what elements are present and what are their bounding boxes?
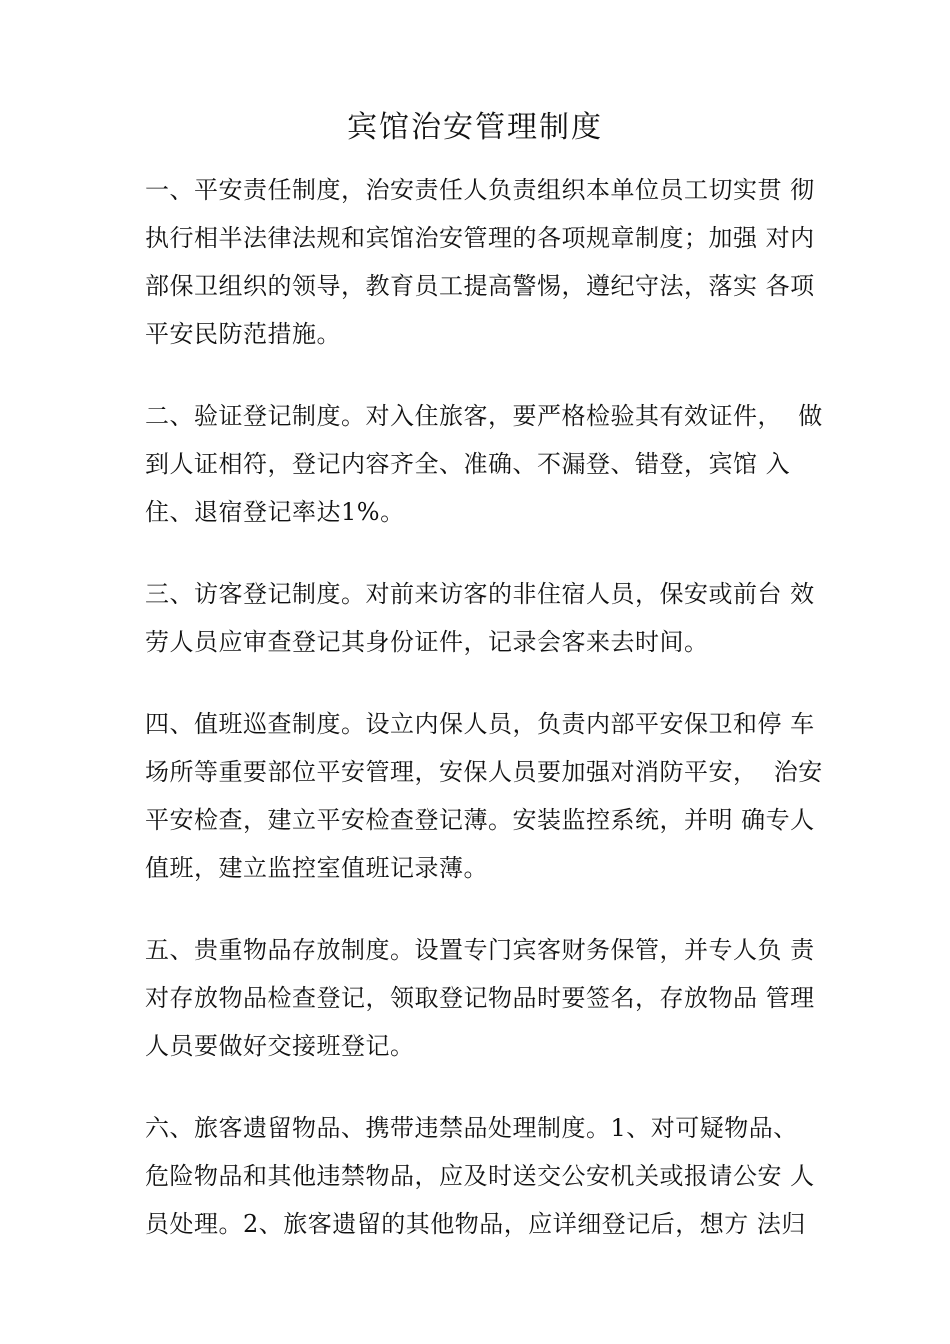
text-line: 对存放物品检查登记，领取登记物品时要签名，存放物品 管理	[145, 984, 815, 1012]
text-line: 员处理。2、旅客遗留的其他物品，应详细登记后，想方 法归	[145, 1210, 806, 1238]
text-line: 执行相半法律法规和宾馆治安管理的各项规章制度；加强 对内	[145, 224, 815, 252]
paragraph-id-verification	[145, 392, 835, 536]
text-line: 六、旅客遗留物品、携带违禁品处理制度。1、对可疑物品、	[145, 1114, 798, 1142]
text-line: 三、访客登记制度。对前来访客的非住宿人员，保安或前台 效	[145, 580, 815, 608]
paragraph-security-responsibility	[145, 166, 835, 358]
text-line: 五、贵重物品存放制度。设置专门宾客财务保管，并专人负 责	[145, 936, 815, 964]
text-line: 部保卫组织的领导，教育员工提高警惕，遵纪守法，落实 各项	[145, 272, 815, 300]
paragraph-lost-items	[145, 1104, 835, 1248]
paragraph-visitor-registration	[145, 570, 835, 666]
document-body	[145, 166, 835, 1282]
paragraph-duty-patrol	[145, 700, 835, 892]
text-line: 到人证相符，登记内容齐全、准确、不漏登、错登，宾馆 入	[145, 450, 791, 478]
document-title: 宾馆治安管理制度	[347, 110, 603, 145]
text-line: 平安检查，建立平安检查登记薄。安装监控系统，并明 确专人	[145, 806, 815, 834]
text-line: 劳人员应审查登记其身份证件，记录会客来去时间。	[145, 628, 709, 656]
text-line: 四、值班巡查制度。设立内保人员，负责内部平安保卫和停 车	[145, 710, 815, 738]
text-line: 住、退宿登记率达1%。	[145, 498, 405, 526]
text-line: 值班，建立监控室值班记录薄。	[145, 854, 488, 882]
text-line: 场所等重要部位平安管理，安保人员要加强对消防平安， 治安	[145, 758, 823, 786]
text-line: 二、验证登记制度。对入住旅客，要严格检验其有效证件， 做	[145, 402, 823, 430]
text-line: 平安民防范措施。	[145, 320, 341, 348]
text-line: 一、平安责任制度，治安责任人负责组织本单位员工切实贯 彻	[145, 176, 815, 204]
text-line: 危险物品和其他违禁物品，应及时送交公安机关或报请公安 人	[145, 1162, 815, 1190]
text-line: 人员要做好交接班登记。	[145, 1032, 415, 1060]
paragraph-valuables-storage	[145, 926, 835, 1070]
